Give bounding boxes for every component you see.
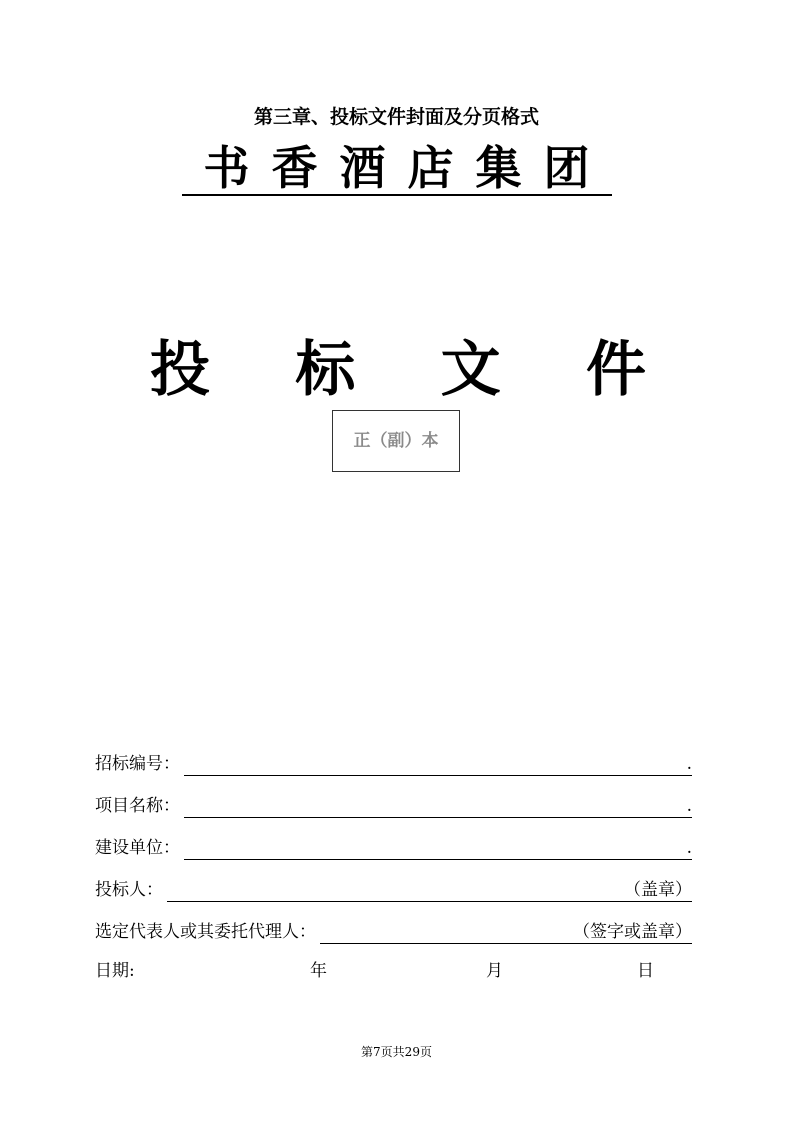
project-name-end: . (686, 796, 692, 816)
project-name-row (95, 790, 692, 818)
day-label: 日 (637, 961, 654, 981)
representative-row (95, 916, 692, 944)
year-label: 年 (310, 961, 327, 981)
project-name-label: 项目名称： (95, 796, 180, 816)
tender-number-field[interactable] (184, 752, 692, 776)
document-title-char: 件 (585, 335, 646, 405)
bidder-field[interactable] (167, 878, 692, 902)
month-label: 月 (486, 961, 503, 981)
document-title-char: 投 (150, 335, 210, 405)
copy-type-box (332, 410, 460, 472)
representative-field[interactable] (320, 920, 692, 944)
builder-end: . (686, 838, 692, 858)
company-name: 书香酒店集团 (182, 142, 612, 196)
document-title (150, 333, 646, 407)
date-label: 日期: (95, 961, 135, 981)
project-name-field[interactable] (184, 794, 692, 818)
bidder-seal-note: （盖章） (624, 880, 692, 900)
copy-type-label: 正（副）本 (353, 431, 439, 451)
document-title-char: 文 (440, 335, 501, 405)
tender-number-label: 招标编号： (95, 754, 180, 774)
page-footer: 第7页共29页 (361, 1045, 432, 1059)
bidder-row (95, 874, 692, 902)
representative-label: 选定代表人或其委托代理人： (95, 922, 316, 942)
tender-number-row (95, 748, 692, 776)
date-row (95, 958, 692, 986)
builder-row (95, 832, 692, 860)
builder-label: 建设单位： (95, 838, 180, 858)
builder-field[interactable] (184, 836, 692, 860)
chapter-title: 第三章、投标文件封面及分页格式 (253, 106, 539, 128)
tender-number-end: . (686, 754, 692, 774)
representative-sign-note: （签字或盖章） (573, 922, 692, 942)
document-title-char: 标 (295, 335, 356, 405)
company-name-container (0, 142, 793, 196)
bidder-label: 投标人： (95, 880, 163, 900)
